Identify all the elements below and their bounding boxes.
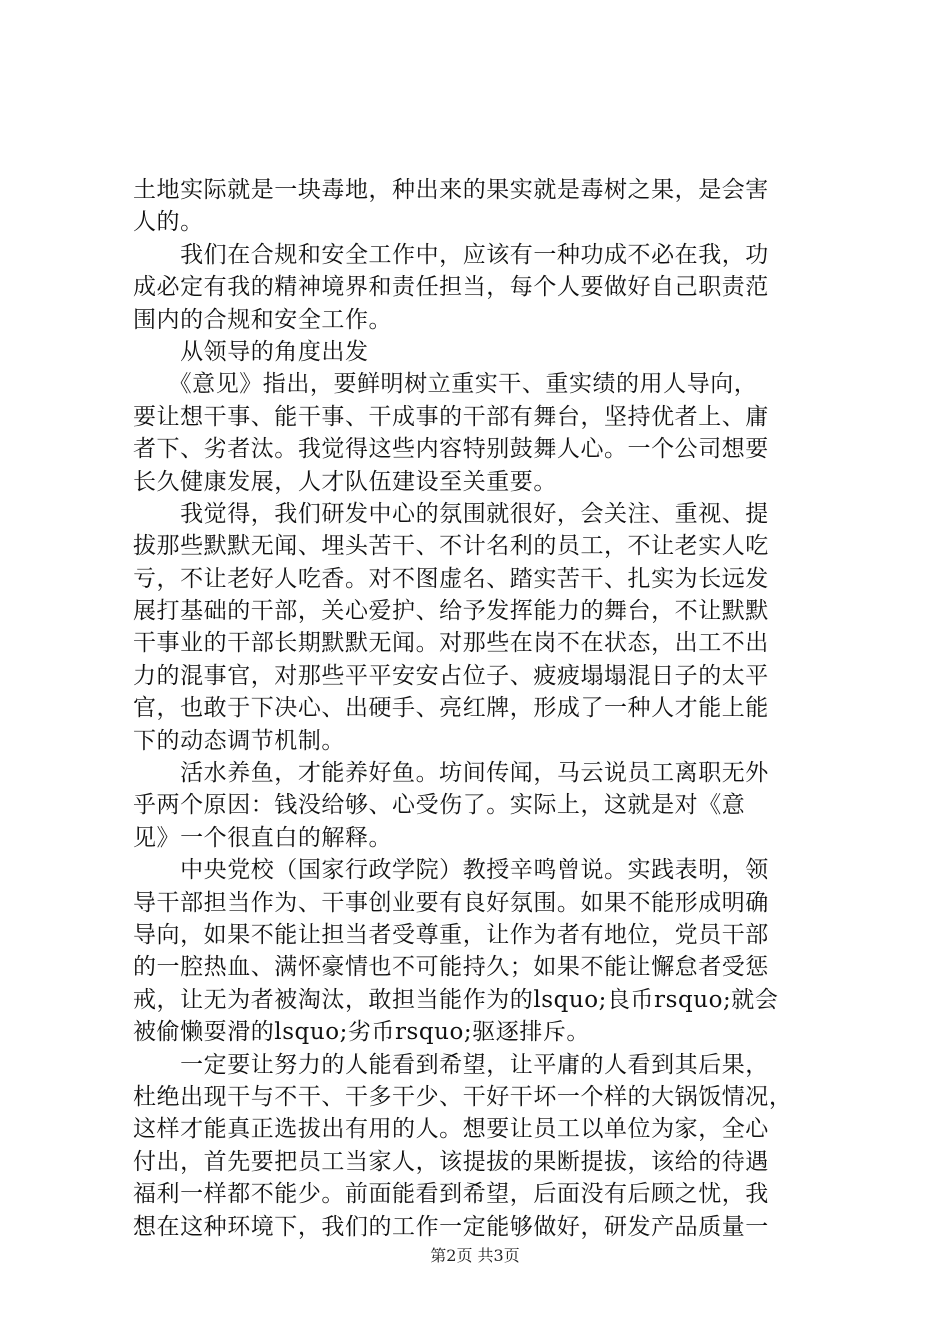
page-number-label: 第2页 共3页 bbox=[430, 1246, 520, 1265]
text-line: 一定要让努力的人能看到希望，让平庸的人看到其后果， bbox=[133, 1051, 769, 1078]
text-line: 我们在合规和安全工作中，应该有一种功成不必在我，功 bbox=[133, 241, 769, 268]
text-line: 福利一样都不能少。前面能看到希望，后面没有后顾之忧，我 bbox=[133, 1181, 769, 1208]
text-line: 杜绝出现干与不干、干多干少、干好干坏一个样的大锅饭情况， bbox=[133, 1083, 793, 1110]
text-line: 干事业的干部长期默默无闻。对那些在岗不在状态，出工不出 bbox=[133, 630, 769, 657]
text-line: 活水养鱼，才能养好鱼。坊间传闻，马云说员工离职无外 bbox=[133, 760, 769, 787]
text-line: 从领导的角度出发 bbox=[133, 338, 369, 365]
text-line: 付出，首先要把员工当家人，该提拔的果断提拔，该给的待遇 bbox=[133, 1148, 769, 1175]
text-line: 长久健康发展，人才队伍建设至关重要。 bbox=[133, 468, 557, 495]
text-line: 想在这种环境下，我们的工作一定能够做好，研发产品质量一 bbox=[133, 1213, 769, 1240]
text-line: 人的。 bbox=[133, 209, 204, 236]
text-line: 土地实际就是一块毒地，种出来的果实就是毒树之果，是会害 bbox=[133, 177, 769, 203]
text-line: 拔那些默默无闻、埋头苦干、不计名利的员工，不让老实人吃 bbox=[133, 533, 769, 560]
text-line: 围内的合规和安全工作。 bbox=[133, 306, 393, 333]
text-line: 力的混事官，对那些平平安安占位子、疲疲塌塌混日子的太平 bbox=[133, 662, 769, 689]
document-body bbox=[133, 174, 833, 1243]
text-line: 亏，不让老好人吃香。对不图虚名、踏实苦干、扎实为长远发 bbox=[133, 565, 769, 592]
text-line: 者下、劣者汰。我觉得这些内容特别鼓舞人心。一个公司想要 bbox=[133, 436, 769, 463]
text-line: 被偷懒耍滑的lsquo;劣币rsquo;驱逐排斥。 bbox=[133, 1019, 590, 1046]
text-line: 要让想干事、能干事、干成事的干部有舞台，坚持优者上、庸 bbox=[133, 403, 769, 430]
text-line: 这样才能真正选拔出有用的人。想要让员工以单位为家，全心 bbox=[133, 1116, 769, 1143]
text-line: 《意见》指出，要鲜明树立重实干、重实绩的用人导向， bbox=[133, 371, 758, 398]
text-line: 的一腔热血、满怀豪情也不可能持久；如果不能让懈怠者受惩 bbox=[133, 954, 769, 981]
text-line: 成必定有我的精神境界和责任担当，每个人要做好自己职责范 bbox=[133, 274, 769, 301]
text-line: 乎两个原因：钱没给够、心受伤了。实际上，这就是对《意 bbox=[133, 792, 746, 819]
text-line: 导干部担当作为、干事创业要有良好氛围。如果不能形成明确 bbox=[133, 889, 769, 916]
text-line: 导向，如果不能让担当者受尊重，让作为者有地位，党员干部 bbox=[133, 921, 769, 948]
text-line: 展打基础的干部，关心爱护、给予发挥能力的舞台，不让默默 bbox=[133, 598, 769, 625]
text-line: 下的动态调节机制。 bbox=[133, 727, 345, 754]
text-line: 见》一个很直白的解释。 bbox=[133, 824, 393, 851]
text-line: 戒，让无为者被淘汰，敢担当能作为的lsquo;良币rsquo;就会 bbox=[133, 986, 779, 1013]
text-line: 中央党校（国家行政学院）教授辛鸣曾说。实践表明，领 bbox=[133, 857, 769, 884]
text-line: 我觉得，我们研发中心的氛围就很好，会关注、重视、提 bbox=[133, 500, 769, 527]
text-line: 官，也敢于下决心、出硬手、亮红牌，形成了一种人才能上能 bbox=[133, 695, 769, 722]
page-footer bbox=[0, 1246, 950, 1266]
